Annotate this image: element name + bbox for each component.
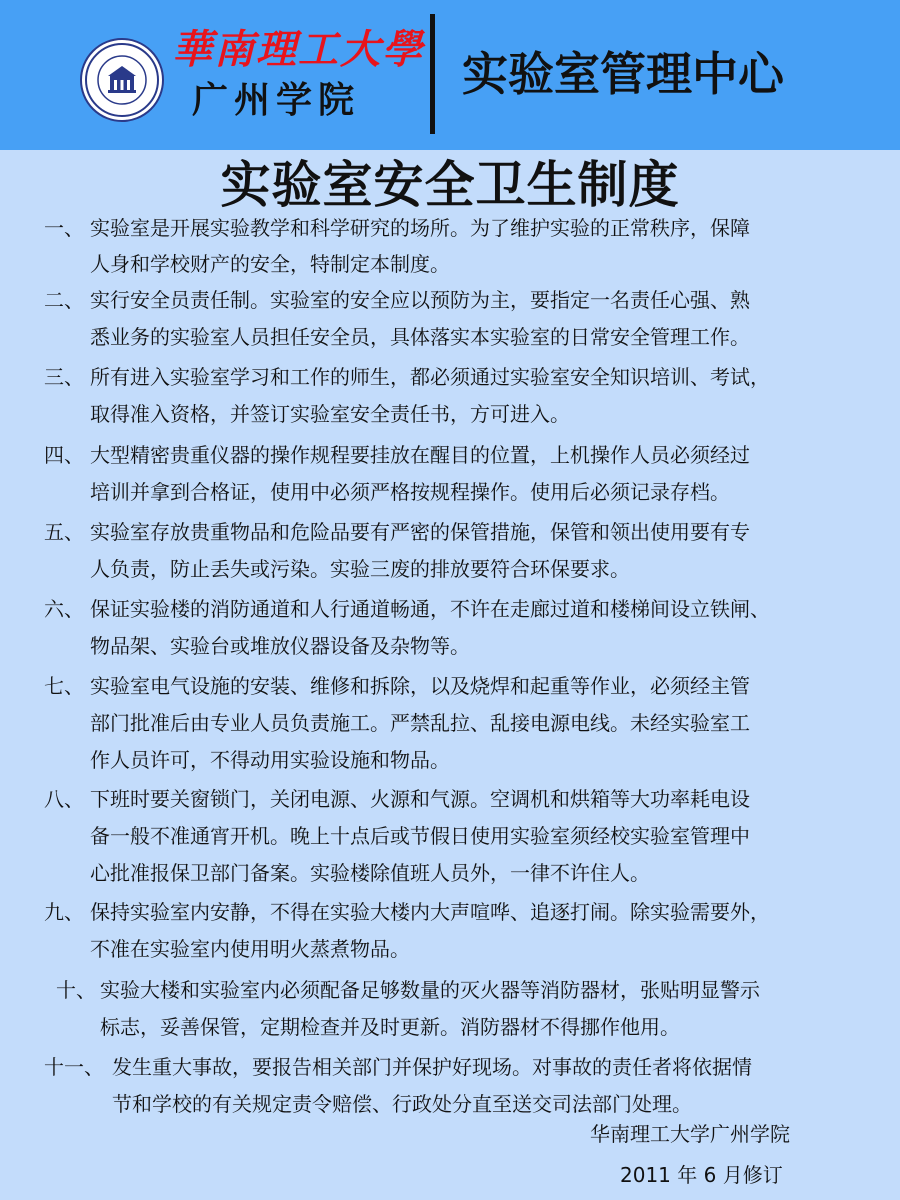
signature-date: 2011 年 6 月修订 [620,1163,783,1187]
rule-line: 下班时要关窗锁门，关闭电源、火源和气源。空调机和烘箱等大功率耗电设 [90,787,750,811]
rule-line: 不准在实验室内使用明火蒸煮物品。 [90,937,410,961]
rule-item [0,779,900,892]
rule-line: 培训并拿到合格证，使用中必须严格按规程操作。使用后必须记录存档。 [90,480,730,504]
rule-number: 一、 [44,216,84,240]
rule-number: 二、 [44,288,84,312]
rule-number: 三、 [44,365,84,389]
rules-list [0,208,900,1124]
rule-line: 实验室存放贵重物品和危险品要有严密的保管措施，保管和领出使用要有专 [90,520,750,544]
rule-item [0,435,900,512]
rule-number: 十一、 [44,1055,104,1079]
rule-item [0,666,900,779]
rule-item [0,589,900,666]
rule-line: 保持实验室内安静，不得在实验大楼内大声喧哗、追逐打闹。除实验需要外， [90,900,770,924]
rule-line: 悉业务的实验室人员担任安全员，具体落实本实验室的日常安全管理工作。 [90,325,750,349]
rule-item [0,280,900,357]
rule-number: 六、 [44,597,84,621]
header-banner [0,0,900,150]
rule-line: 人负责，防止丢失或污染。实验三废的排放要符合环保要求。 [90,557,630,581]
rule-line: 物品架、实验台或堆放仪器设备及杂物等。 [90,634,470,658]
rule-line: 实验大楼和实验室内必须配备足够数量的灭火器等消防器材，张贴明显警示 [100,978,760,1002]
rule-line: 心批准报保卫部门备案。实验楼除值班人员外，一律不许住人。 [90,861,650,885]
rule-line: 所有进入实验室学习和工作的师生，都必须通过实验室安全知识培训、考试， [90,365,770,389]
rule-line: 发生重大事故，要报告相关部门并保护好现场。对事故的责任者将依据情 [112,1055,752,1079]
rule-line: 人身和学校财产的安全，特制定本制度。 [90,252,450,276]
rule-item [0,208,900,280]
university-seal-icon [80,38,164,122]
rule-line: 取得准入资格，并签订实验室安全责任书，方可进入。 [90,402,570,426]
school-subname: 广州学院 [192,80,361,121]
rule-line: 部门批准后由专业人员负责施工。严禁乱拉、乱接电源电线。未经实验室工 [90,711,750,735]
rule-number: 九、 [44,900,84,924]
rule-line: 节和学校的有关规定责令赔偿、行政处分直至送交司法部门处理。 [112,1092,692,1116]
rule-number: 八、 [44,787,84,811]
rule-number: 十、 [56,978,96,1002]
school-name: 華南理工大學 [172,26,424,73]
rule-line: 标志，妥善保管，定期检查并及时更新。消防器材不得挪作他用。 [100,1015,680,1039]
center-title: 实验室管理中心 [462,47,784,101]
header-divider [430,14,435,134]
rule-item [0,1047,900,1124]
rule-item [0,357,900,435]
rule-line: 实行安全员责任制。实验室的安全应以预防为主，要指定一名责任心强、熟 [90,288,750,312]
rule-line: 实验室是开展实验教学和科学研究的场所。为了维护实验的正常秩序，保障 [90,216,750,240]
rule-number: 五、 [44,520,84,544]
rule-item [0,892,900,970]
rule-number: 七、 [44,674,84,698]
page-title: 实验室安全卫生制度 [220,156,680,214]
rule-line: 保证实验楼的消防通道和人行通道畅通，不许在走廊过道和楼梯间设立铁闸、 [90,597,770,621]
rule-number: 四、 [44,443,84,467]
rule-item [0,512,900,589]
rule-line: 备一般不准通宵开机。晚上十点后或节假日使用实验室须经校实验室管理中 [90,824,750,848]
rule-line: 大型精密贵重仪器的操作规程要挂放在醒目的位置，上机操作人员必须经过 [90,443,750,467]
signature-org: 华南理工大学广州学院 [590,1122,790,1146]
rule-line: 实验室电气设施的安装、维修和拆除，以及烧焊和起重等作业，必须经主管 [90,674,750,698]
rule-line: 作人员许可，不得动用实验设施和物品。 [90,748,450,772]
rule-item [0,970,900,1047]
